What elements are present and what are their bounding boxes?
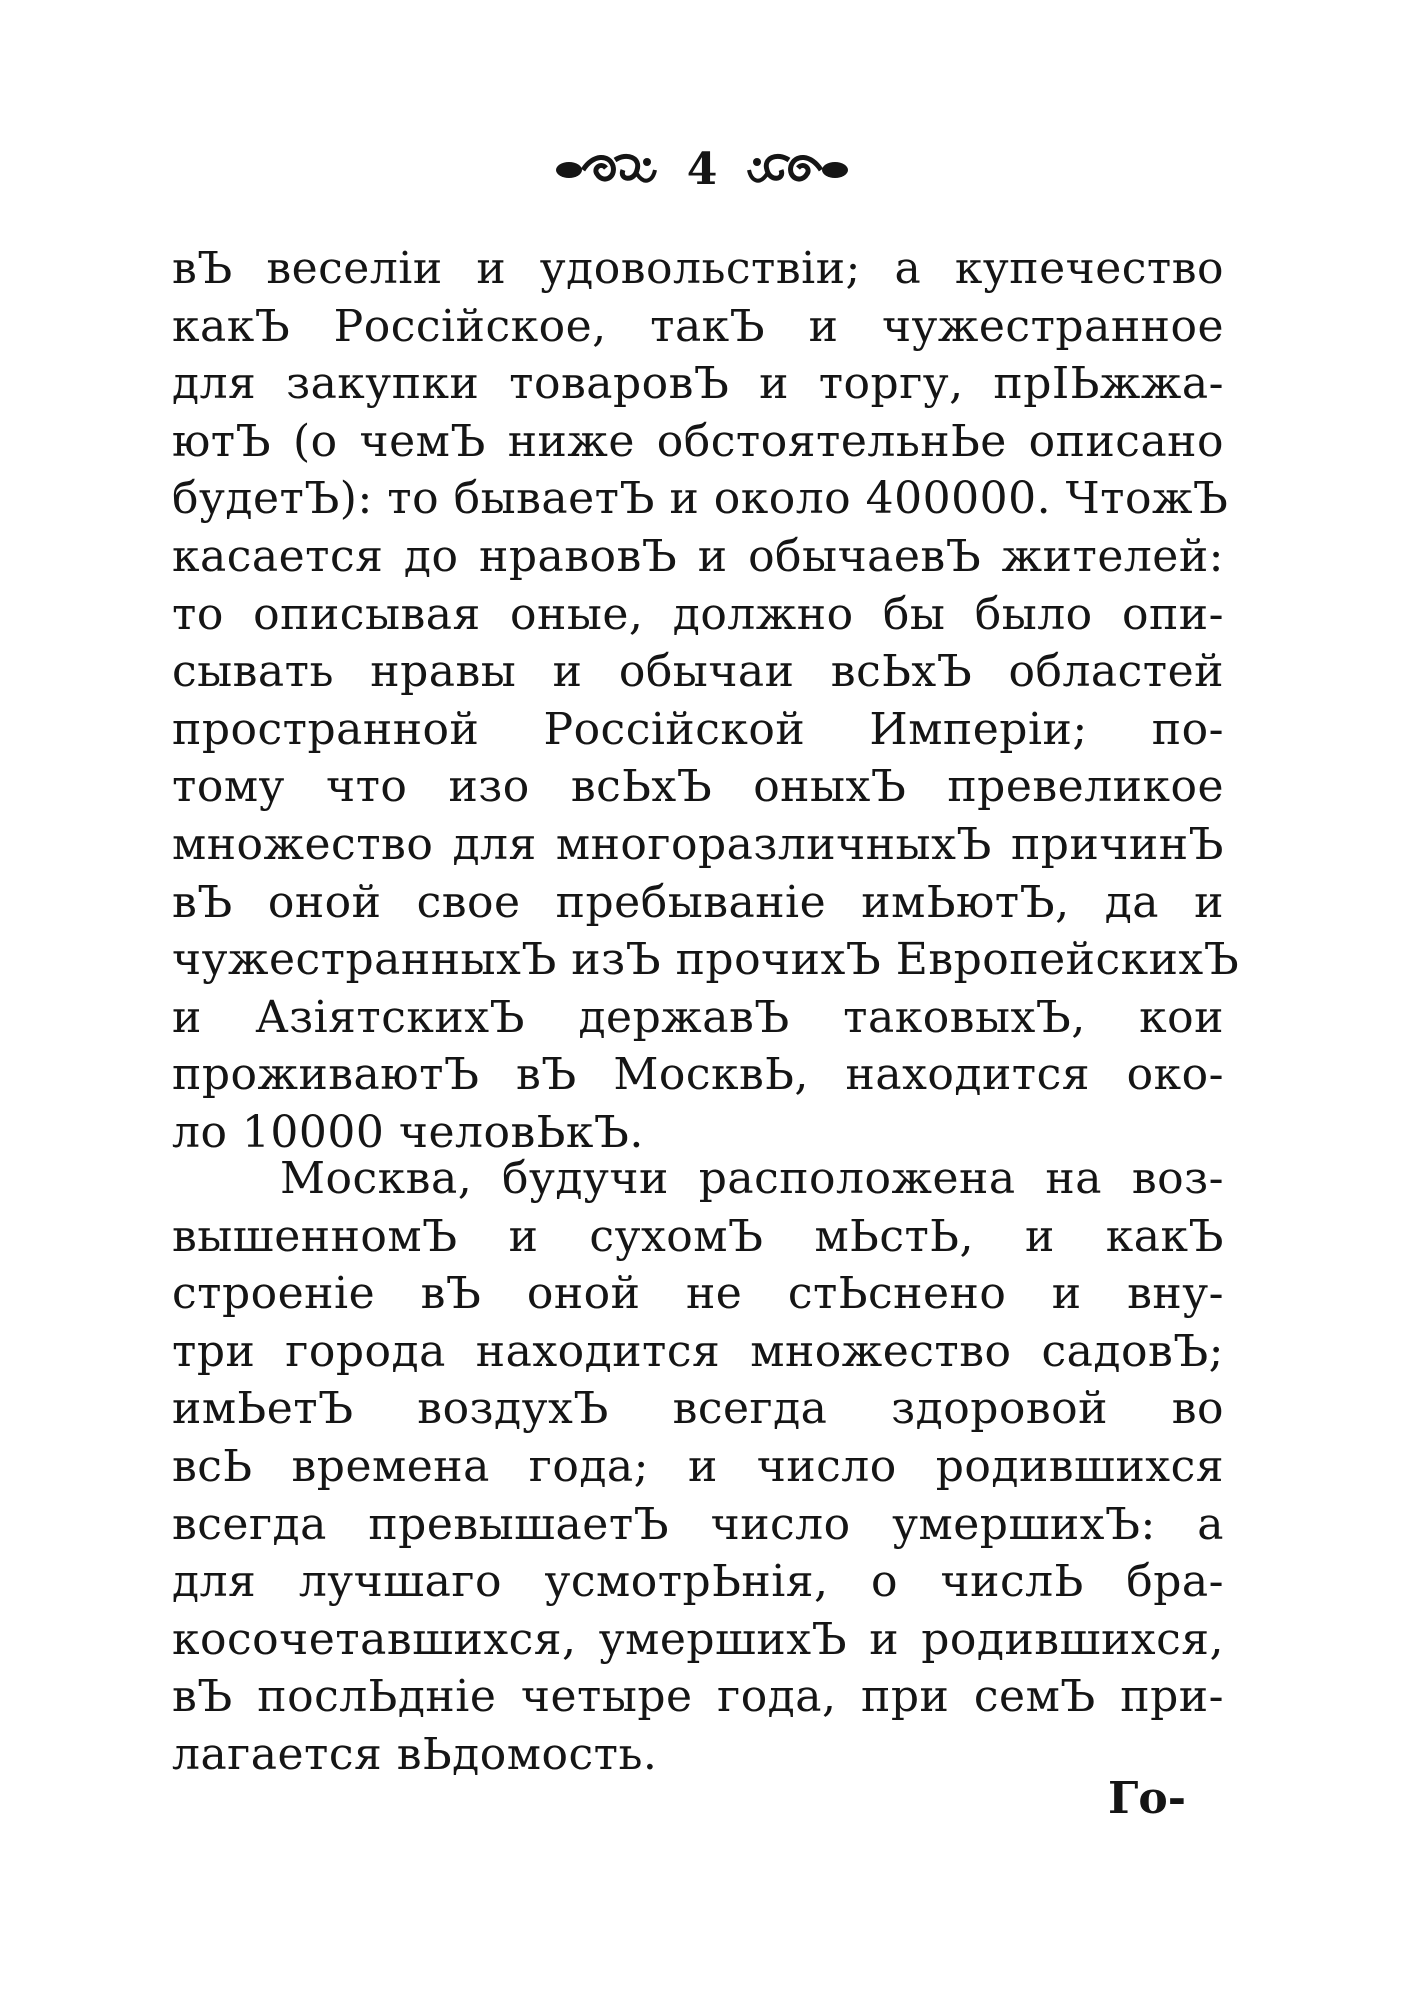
- text-line: касается до нравовЪ и обычаевЪ жителей:: [172, 530, 1224, 582]
- text-line: ютЪ (о чемЪ ниже обстоятельнЬе описано: [172, 415, 1224, 467]
- text-line: для лучшаго усмотрЬнія, о числЬ бра-: [172, 1556, 1224, 1608]
- text-line: вЪ послЬдніе четыре года, при семЪ при-: [172, 1671, 1224, 1723]
- text-line: тому что изо всЬхЪ оныхЪ превеликое: [172, 761, 1224, 813]
- text-line: проживаютЪ вЪ МосквЬ, находится око-: [172, 1049, 1224, 1101]
- text-line: ло 10000 человЬкЪ.: [172, 1106, 644, 1158]
- text-line: будетЪ): то бываетЪ и около 400000. ЧтожЪ: [172, 473, 1229, 525]
- text-line: лагается вЬдомость.: [172, 1728, 658, 1780]
- text-line: Москва, будучи расположена на воз-: [280, 1153, 1224, 1204]
- text-line: всегда превышаетЪ число умершихЪ: а: [172, 1498, 1224, 1550]
- text-line: всЬ времена года; и число родившихся: [172, 1440, 1224, 1492]
- text-line: имЬетЪ воздухЪ всегда здоровой во: [172, 1383, 1224, 1435]
- right-ornament-icon: [745, 150, 855, 190]
- text-line: пространной Россійской Имперіи; по-: [172, 703, 1224, 755]
- text-line: вЪ веселіи и удовольствіи; а купечество: [172, 243, 1224, 294]
- text-line: чужестранныхЪ изЪ прочихЪ ЕвропейскихЪ: [172, 934, 1240, 986]
- text-line: то описывая оные, должно бы было опи-: [172, 588, 1224, 640]
- text-line: множество для многоразличныхЪ причинЪ: [172, 818, 1224, 870]
- text-line: вЪ оной свое пребываніе имЬютЪ, да и: [172, 876, 1224, 928]
- catchword: Го-: [1108, 1773, 1186, 1824]
- text-line: сывать нравы и обычаи всЬхЪ областей: [172, 646, 1224, 698]
- text-line: косочетавшихся, умершихЪ и родившихся,: [172, 1613, 1224, 1665]
- text-line: для закупки товаровЪ и торгу, прІЬжжа-: [172, 358, 1224, 410]
- page-header: [0, 144, 1404, 195]
- text-line: три города находится множество садовЪ;: [172, 1325, 1224, 1377]
- page-number: 4: [686, 144, 718, 195]
- text-line: строеніе вЪ оной не стЬснено и вну-: [172, 1268, 1224, 1320]
- left-ornament-icon: [549, 150, 659, 190]
- paragraph-moscow: [172, 1150, 1224, 1784]
- paragraph-continued: [172, 240, 1240, 1162]
- text-line: какЪ Россійское, такЪ и чужестранное: [172, 300, 1224, 352]
- text-line: и АзіятскихЪ державЪ таковыхЪ, кои: [172, 991, 1224, 1043]
- text-line: вышенномЪ и сухомЪ мЬстЬ, и какЪ: [172, 1210, 1224, 1262]
